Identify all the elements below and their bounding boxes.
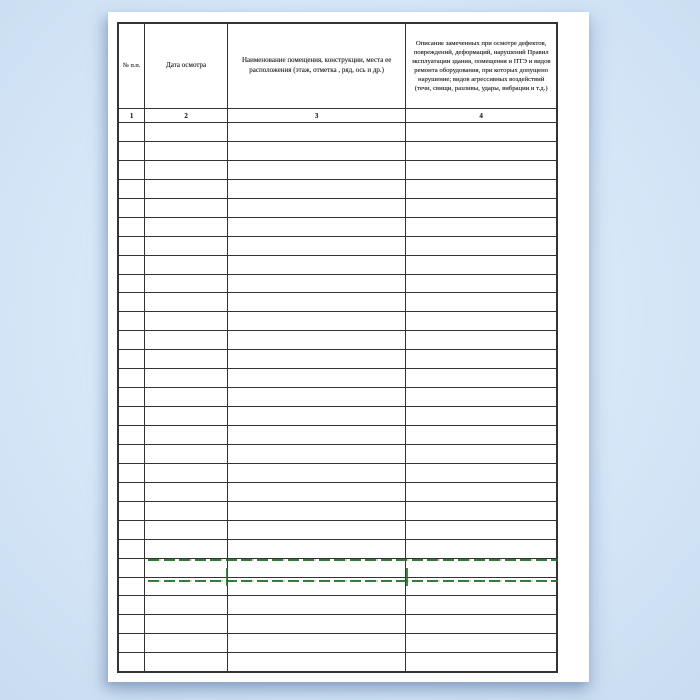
table-cell-empty [406,123,556,141]
table-cell-empty [228,199,406,217]
column-header-inspection-date: Дата осмотра [145,24,228,108]
table-cell-empty [228,615,406,633]
table-cell-empty [145,293,228,311]
table-cell-empty [145,237,228,255]
table-cell-empty [119,142,145,160]
table-row [119,596,556,615]
table-cell-empty [145,161,228,179]
table-cell-empty [228,293,406,311]
table-row [119,161,556,180]
table-cell-empty [119,275,145,293]
table-cell-empty [228,161,406,179]
table-row [119,275,556,294]
table-cell-empty [119,256,145,274]
table-cell-empty [228,123,406,141]
table-cell-empty [119,293,145,311]
table-cell-empty [406,237,556,255]
table-cell-empty [228,653,406,671]
table-row [119,388,556,407]
table-cell-empty [406,369,556,387]
table-cell-empty [406,407,556,425]
table-cell-empty [119,369,145,387]
table-cell-empty [145,180,228,198]
table-cell-empty [119,350,145,368]
column-index-4: 4 [479,111,483,120]
table-cell-empty [119,218,145,236]
table-cell-empty [145,256,228,274]
table-cell-empty [145,615,228,633]
table-cell-empty [228,521,406,539]
table-cell-empty [406,615,556,633]
table-cell-empty [145,540,228,558]
table-cell-empty [119,445,145,463]
table-cell-empty [145,331,228,349]
table-cell-empty [145,653,228,671]
table-row [119,540,556,559]
table-cell-empty [119,312,145,330]
table-cell-empty [228,483,406,501]
table-cell-empty [145,199,228,217]
table-row [119,142,556,161]
table-cell-empty [145,596,228,614]
table-cell-empty [228,464,406,482]
green-scan-artifact-line [148,580,558,582]
table-cell-empty [228,312,406,330]
table-cell-empty [406,312,556,330]
table-cell-empty [145,388,228,406]
table-row [119,426,556,445]
table-cell-empty [228,596,406,614]
table-cell-empty [119,483,145,501]
document-page [108,12,589,682]
table-cell-empty [145,502,228,520]
table-cell-empty [145,426,228,444]
table-cell-empty [145,521,228,539]
column-index-1: 1 [119,109,145,122]
table-cell-empty [406,426,556,444]
column-index-2: 2 [145,109,228,122]
table-row [119,502,556,521]
table-cell-empty [145,350,228,368]
table-cell-empty [119,331,145,349]
table-cell-empty [119,521,145,539]
table-row [119,407,556,426]
table-cell-empty [228,350,406,368]
green-scan-artifact-tick [406,568,408,586]
table-cell-empty [145,407,228,425]
table-cell-empty [406,180,556,198]
table-row [119,445,556,464]
table-cell-empty [406,559,556,577]
table-cell-empty [145,369,228,387]
table-cell-empty [145,312,228,330]
table-row [119,634,556,653]
table-cell-empty [228,634,406,652]
table-cell-empty [406,142,556,160]
table-cell-empty [406,350,556,368]
table-cell-empty [228,426,406,444]
column-header-row-number: № п.п. [119,24,145,108]
column-index-3: 3 [228,109,406,122]
table-row [119,483,556,502]
table-cell-empty [406,199,556,217]
table-cell-empty [406,464,556,482]
table-cell-empty [406,521,556,539]
table-cell-empty [119,653,145,671]
table-cell-empty [145,559,228,577]
table-row [119,615,556,634]
table-row [119,369,556,388]
table-row [119,199,556,218]
table-row [119,237,556,256]
table-row [119,293,556,312]
table-cell-empty [145,445,228,463]
table-cell-empty [406,161,556,179]
table-cell-empty [406,540,556,558]
table-cell-empty [406,218,556,236]
table-cell-empty [228,369,406,387]
table-cell-empty [119,634,145,652]
table-cell-empty [145,142,228,160]
table-cell-empty [119,123,145,141]
table-header-row [119,24,556,109]
table-row [119,218,556,237]
green-scan-artifact-tick [226,568,228,586]
table-cell-empty [145,123,228,141]
table-cell-empty [406,596,556,614]
table-cell-empty [406,331,556,349]
table-cell-empty [145,483,228,501]
table-cell-empty [119,199,145,217]
table-cell-empty [119,407,145,425]
table-cell-empty [119,502,145,520]
table-cell-empty [228,388,406,406]
green-scan-artifact-line [148,559,558,561]
column-header-defect-description: Описание замеченных при осмотре дефектов, повреждений, деформаций, нарушений Правил эксплуатации здания, помещения и ПТЭ и видов ремонта оборудования, при которых допущено нарушение; видов агрессивных воздействий (течи, свищи, разливы, удары, вибрации и т.д.) [411,39,551,93]
table-cell-empty [119,615,145,633]
table-cell-empty [228,407,406,425]
column-numbers-row [119,109,556,123]
table-cell-empty [228,275,406,293]
table-cell-empty [145,634,228,652]
table-cell-empty [228,502,406,520]
table-cell-empty [406,293,556,311]
table-cell-empty [228,559,406,577]
table-cell-empty [228,237,406,255]
table-cell-empty [228,256,406,274]
table-cell-empty [406,483,556,501]
table-row [119,331,556,350]
table-row [119,123,556,142]
table-row [119,464,556,483]
table-cell-empty [406,634,556,652]
table-cell-empty [406,388,556,406]
inspection-table [117,22,558,673]
table-cell-empty [119,540,145,558]
table-cell-empty [119,388,145,406]
table-cell-empty [406,275,556,293]
table-row [119,653,556,671]
table-cell-empty [228,540,406,558]
table-cell-empty [119,464,145,482]
table-cell-empty [119,180,145,198]
table-row [119,180,556,199]
table-cell-empty [119,578,145,596]
table-cell-empty [406,256,556,274]
table-cell-empty [119,161,145,179]
table-cell-empty [119,596,145,614]
table-cell-empty [228,445,406,463]
table-row [119,521,556,540]
table-cell-empty [406,502,556,520]
table-cell-empty [406,653,556,671]
table-cell-empty [119,559,145,577]
table-cell-empty [228,180,406,198]
table-row [119,312,556,331]
table-cell-empty [406,445,556,463]
table-cell-empty [119,426,145,444]
table-cell-empty [145,218,228,236]
table-cell-empty [119,237,145,255]
table-row [119,256,556,275]
table-cell-empty [228,218,406,236]
table-cell-empty [228,142,406,160]
table-row [119,559,556,578]
table-row [119,350,556,369]
column-header-location-name: Наименование помещения, конструкции, места ее расположения (этаж, отметка , ряд, ось и др.) [228,24,406,108]
table-cell-empty [145,275,228,293]
table-cell-empty [228,331,406,349]
table-cell-empty [145,464,228,482]
